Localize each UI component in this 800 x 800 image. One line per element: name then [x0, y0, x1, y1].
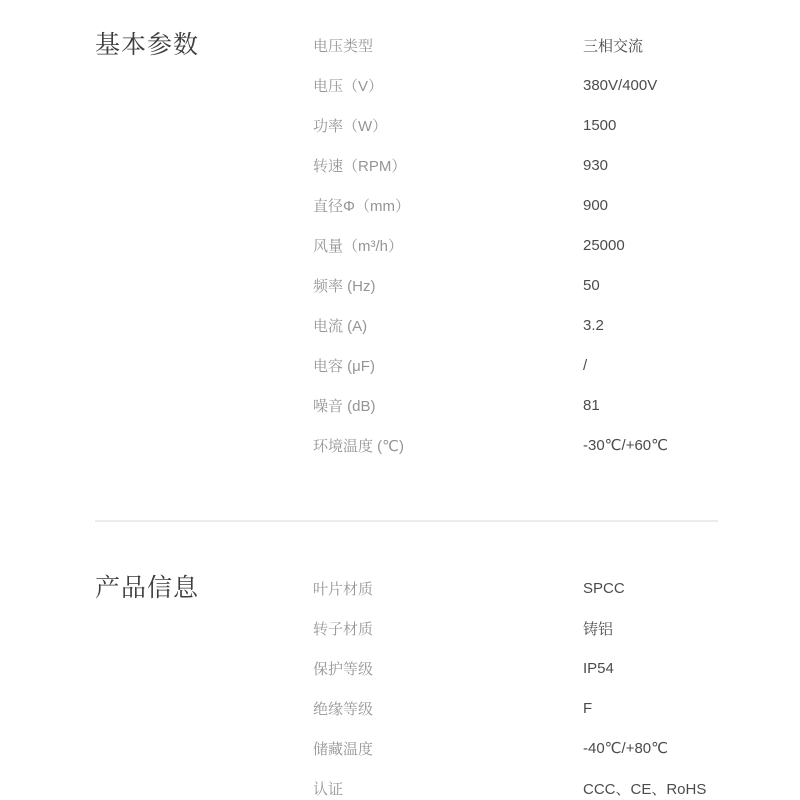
- spec-value: -30℃/+60℃: [583, 437, 668, 454]
- spec-row-power: [313, 105, 718, 145]
- spec-value: CCC、CE、RoHS: [583, 780, 707, 798]
- spec-label: 频率 (Hz): [313, 277, 376, 295]
- spec-value: 铸铝: [583, 620, 614, 638]
- spec-value: 50: [583, 276, 600, 294]
- spec-value: /: [583, 356, 588, 374]
- section-title-basic-parameters: 基本参数: [95, 31, 200, 59]
- spec-label: 叶片材质: [313, 580, 374, 598]
- spec-row-blade-material: [313, 568, 718, 608]
- spec-label: 保护等级: [313, 660, 374, 678]
- spec-value: 3.2: [583, 316, 604, 334]
- spec-value: F: [583, 699, 593, 717]
- spec-label: 电压（V）: [313, 77, 384, 95]
- spec-label: 电压类型: [313, 37, 374, 55]
- spec-value: 81: [583, 396, 600, 414]
- spec-label: 认证: [313, 780, 344, 798]
- spec-row-insulation-class: [313, 688, 718, 728]
- spec-rows-product: [313, 568, 718, 800]
- spec-row-voltage: [313, 65, 718, 105]
- spec-label: 电容 (μF): [313, 357, 375, 375]
- spec-label: 功率（W）: [313, 117, 388, 135]
- spec-label: 绝缘等级: [313, 700, 374, 718]
- spec-rows-basic: [313, 25, 718, 465]
- spec-row-current: [313, 305, 718, 345]
- spec-row-diameter: [313, 185, 718, 225]
- spec-value: 900: [583, 196, 609, 214]
- spec-value: 930: [583, 156, 609, 174]
- spec-row-noise: [313, 385, 718, 425]
- spec-row-ambient-temp: [313, 425, 718, 465]
- spec-row-protection-class: [313, 648, 718, 688]
- spec-row-airflow: [313, 225, 718, 265]
- section-title-product-info: 产品信息: [95, 574, 200, 602]
- spec-value: IP54: [583, 659, 614, 677]
- spec-label: 储藏温度: [313, 740, 374, 758]
- spec-label: 转子材质: [313, 620, 374, 638]
- spec-label: 转速（RPM）: [313, 157, 407, 175]
- spec-label: 噪音 (dB): [313, 397, 376, 415]
- spec-label: 环境温度 (℃): [313, 437, 405, 455]
- spec-value: 380V/400V: [583, 76, 658, 94]
- section-basic-parameters: [95, 25, 718, 465]
- section-product-info: [95, 568, 718, 800]
- spec-value: SPCC: [583, 579, 625, 597]
- spec-value: 1500: [583, 116, 617, 134]
- spec-row-speed: [313, 145, 718, 185]
- spec-label: 电流 (A): [313, 317, 368, 335]
- spec-label: 风量（m³/h）: [313, 237, 404, 255]
- spec-row-storage-temp: [313, 728, 718, 768]
- spec-row-certification: [313, 768, 718, 800]
- spec-value: 三相交流: [583, 37, 644, 55]
- spec-row-voltage-type: [313, 25, 718, 65]
- spec-label: 直径Φ（mm）: [313, 197, 410, 215]
- spec-value: -40℃/+80℃: [583, 740, 668, 757]
- spec-value: 25000: [583, 236, 625, 254]
- spec-row-frequency: [313, 265, 718, 305]
- spec-row-rotor-material: [313, 608, 718, 648]
- spec-row-capacitance: [313, 345, 718, 385]
- section-divider: [95, 520, 718, 522]
